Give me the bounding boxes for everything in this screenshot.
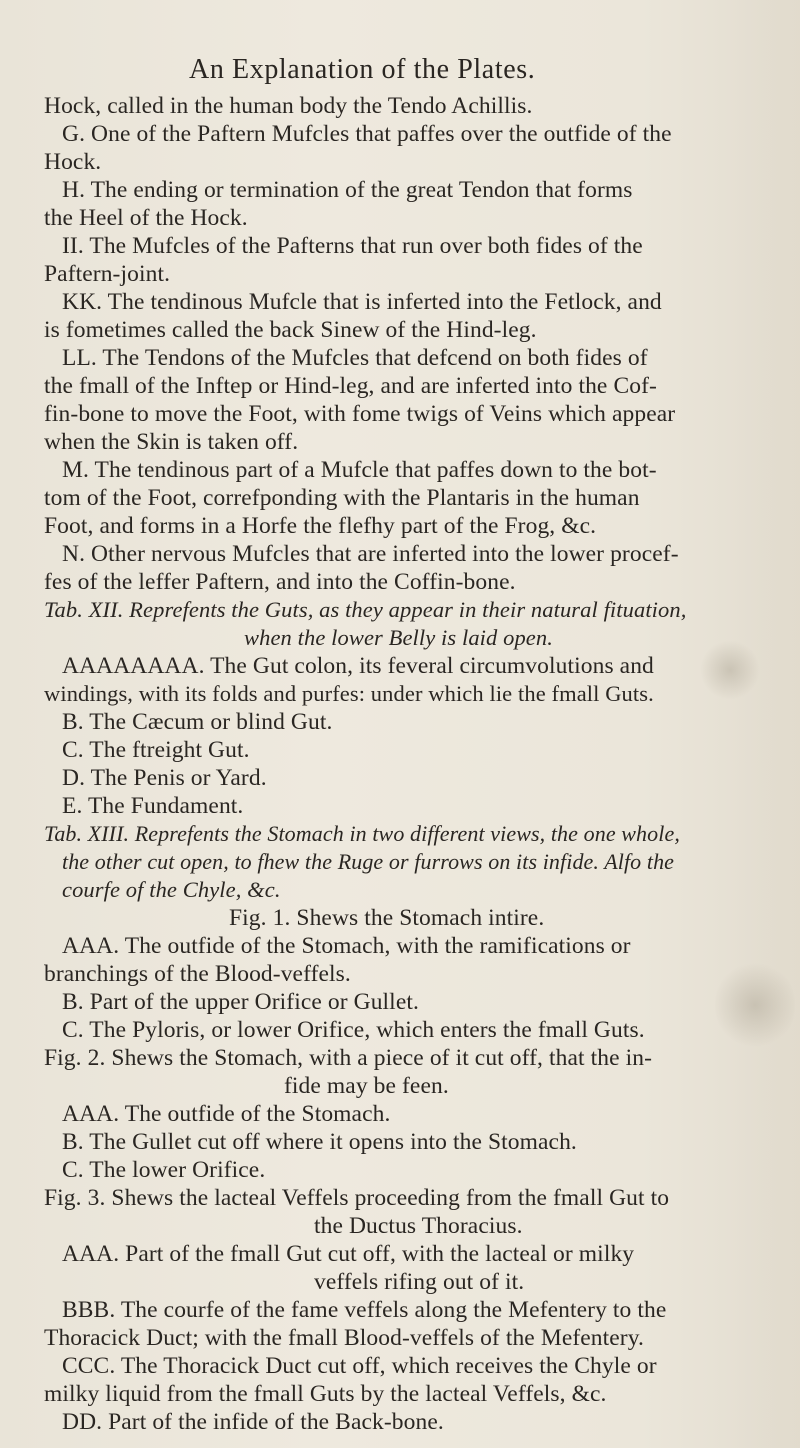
- text-line: veffels rifing out of it.: [314, 1269, 525, 1295]
- text-line: N. Other nervous Mufcles that are inferted into the lower procef-: [62, 541, 679, 567]
- text-line: fide may be feen.: [284, 1073, 449, 1099]
- text-line: B. The Cæcum or blind Gut.: [62, 709, 333, 735]
- text-line: Fig. 1. Shews the Stomach intire.: [229, 905, 545, 931]
- text-line: Hock.: [44, 149, 102, 175]
- text-line: Foot, and forms in a Horfe the flefhy part of the Frog, &c.: [44, 513, 597, 539]
- text-line: CCC. The Thoracick Duct cut off, which receives the Chyle or: [62, 1353, 657, 1379]
- text-line: when the Skin is taken off.: [44, 429, 299, 455]
- text-line: H. The ending or termination of the great Tendon that forms: [62, 177, 633, 203]
- text-line: II. The Mufcles of the Pafterns that run over both fides of the: [62, 233, 643, 259]
- text-line: LL. The Tendons of the Mufcles that defcend on both fides of: [62, 345, 648, 371]
- text-line: AAA. Part of the fmall Gut cut off, with the lacteal or milky: [62, 1241, 635, 1267]
- text-line: E. The Fundament.: [62, 793, 244, 819]
- text-line: Tab. XII. Reprefents the Guts, as they appear in their natural fituation,: [44, 597, 687, 622]
- text-line: C. The ftreight Gut.: [62, 737, 250, 763]
- text-line: Tab. XIII. Reprefents the Stomach in two different views, the one whole,: [44, 821, 680, 846]
- text-line: is fometimes called the back Sinew of the Hind-leg.: [44, 317, 537, 343]
- text-line: BBB. The courfe of the fame veffels along the Mefentery to the: [62, 1297, 667, 1323]
- page-title: An Explanation of the Plates.: [189, 54, 536, 85]
- text-line: the Heel of the Hock.: [44, 205, 248, 231]
- text-line: DD. Part of the infide of the Back-bone.: [62, 1409, 444, 1435]
- text-line: when the lower Belly is laid open.: [244, 625, 553, 650]
- text-line: Thoracick Duct; with the fmall Blood-veffels of the Mefentery.: [44, 1325, 645, 1351]
- text-line: tom of the Foot, correfponding with the Plantaris in the human: [44, 485, 640, 511]
- text-line: KK. The tendinous Mufcle that is inferted into the Fetlock, and: [62, 289, 662, 315]
- smudge-mark: [700, 640, 760, 700]
- text-line: C. The Pyloris, or lower Orifice, which enters the fmall Guts.: [62, 1017, 645, 1043]
- text-line: fes of the leffer Paftern, and into the Coffin-bone.: [44, 569, 516, 595]
- page-edge-shadow: [730, 0, 800, 1448]
- text-line: Paftern-joint.: [44, 261, 171, 287]
- text-line: branchings of the Blood-veffels.: [44, 961, 351, 987]
- text-line: milky liquid from the fmall Guts by the lacteal Veffels, &c.: [44, 1381, 607, 1407]
- text-line: C. The lower Orifice.: [62, 1157, 266, 1183]
- text-line: courfe of the Chyle, &c.: [62, 877, 281, 902]
- text-line: B. Part of the upper Orifice or Gullet.: [62, 989, 419, 1015]
- text-line: D. The Penis or Yard.: [62, 765, 267, 791]
- text-line: the fmall of the Inftep or Hind-leg, and are inferted into the Cof-: [44, 373, 657, 399]
- text-line: windings, with its folds and purfes: under which lie the fmall Guts.: [44, 681, 654, 706]
- text-line: Hock, called in the human body the Tendo Achillis.: [44, 93, 533, 119]
- text-line: G. One of the Paftern Mufcles that paffes over the outfide of the: [62, 121, 672, 147]
- text-line: the Ductus Thoracius.: [314, 1213, 523, 1239]
- text-line: M. The tendinous part of a Mufcle that paffes down to the bot-: [62, 457, 657, 483]
- smudge-mark: [715, 960, 795, 1050]
- text-line: Fig. 3. Shews the lacteal Veffels proceeding from the fmall Gut to: [44, 1185, 670, 1211]
- text-line: AAA. The outfide of the Stomach, with the ramifications or: [62, 933, 631, 959]
- text-line: Fig. 2. Shews the Stomach, with a piece of it cut off, that the in-: [44, 1045, 653, 1071]
- text-line: AAAAAAAA. The Gut colon, its feveral circumvolutions and: [62, 653, 654, 679]
- text-line: AAA. The outfide of the Stomach.: [62, 1101, 391, 1127]
- text-line: B. The Gullet cut off where it opens into the Stomach.: [62, 1129, 577, 1155]
- text-line: fin-bone to move the Foot, with fome twigs of Veins which appear: [44, 401, 676, 427]
- text-line: the other cut open, to fhew the Ruge or furrows on its infide. Alfo the: [62, 849, 675, 874]
